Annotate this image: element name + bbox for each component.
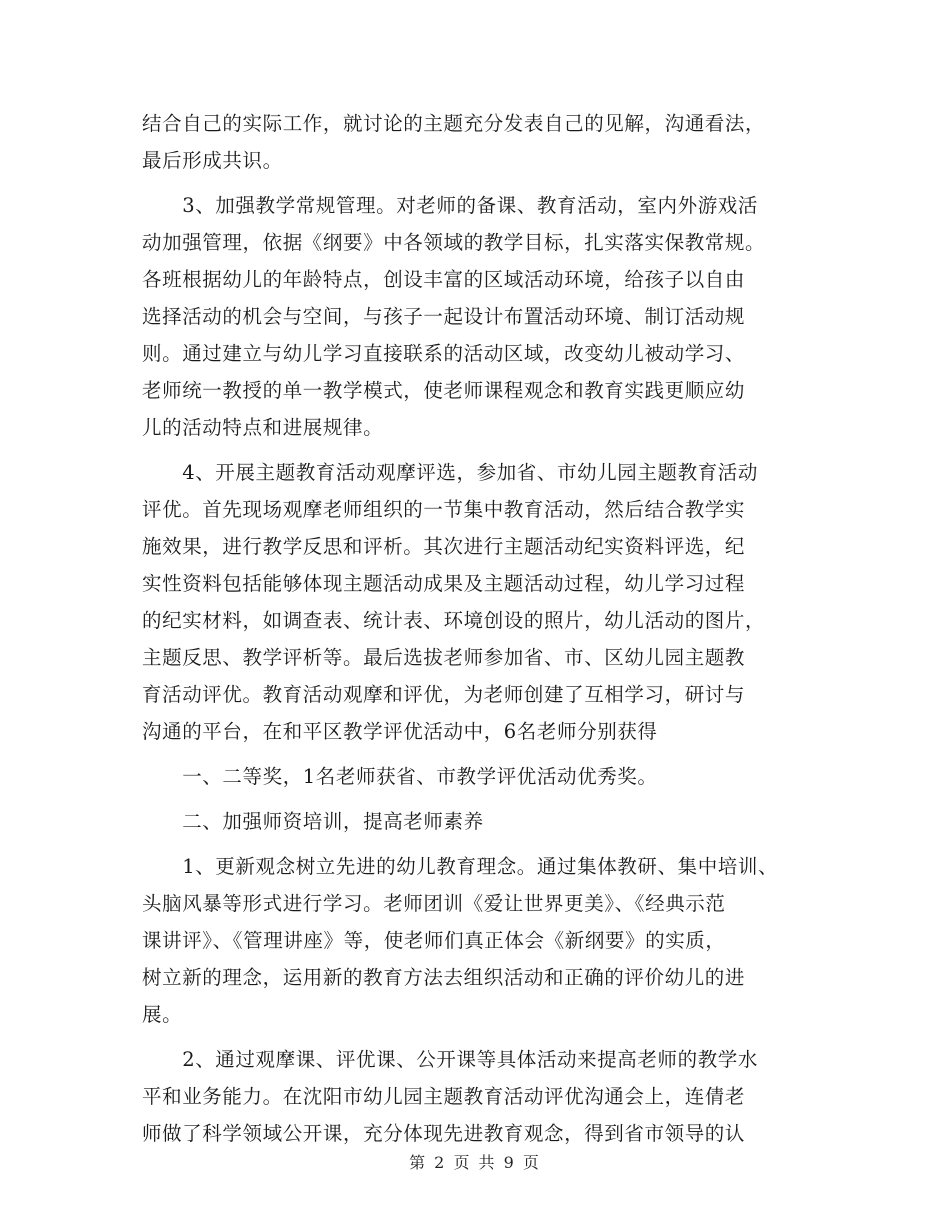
text-line: 2、通过观摩课、评优课、公开课等具体活动来提高老师的教学水 (142, 1048, 759, 1071)
text-line: 3、加强教学常规管理。对老师的备课、教育活动，室内外游戏活 (142, 194, 759, 217)
text-line: 课讲评》、《管理讲座》等，使老师们真正体会《新纲要》的实质， (142, 929, 726, 952)
text-line: 实性资料包括能够体现主题活动成果及主题活动过程，幼儿学习过程 (142, 572, 746, 595)
text-line: 4、开展主题教育活动观摩评选，参加省、市幼儿园主题教育活动 (142, 461, 759, 484)
text-line: 师做了科学领域公开课，充分体现先进教育观念，得到省市领导的认 (142, 1122, 746, 1145)
text-line: 施效果，进行教学反思和评析。其次进行主题活动纪实资料评选，纪 (142, 535, 746, 558)
text-line: 主题反思、教学评析等。最后选拔老师参加省、市、区幼儿园主题教 (142, 646, 746, 669)
text-line: 1、更新观念树立先进的幼儿教育理念。通过集体教研、集中培训、 (142, 855, 779, 878)
text-line: 二、加强师资培训，提高老师素养 (142, 810, 484, 833)
text-line: 选择活动的机会与空间，与孩子一起设计布置活动环境、制订活动规 (142, 305, 746, 328)
text-line: 平和业务能力。在沈阳市幼儿园主题教育活动评优沟通会上，连倩老 (142, 1085, 746, 1108)
text-line: 头脑风暴等形式进行学习。老师团训《爱让世界更美》、《经典示范 (142, 892, 726, 915)
text-line: 老师统一教授的单一教学模式，使老师课程观念和教育实践更顺应幼 (142, 379, 746, 402)
text-line: 儿的活动特点和进展规律。 (142, 416, 384, 439)
text-line: 最后形成共识。 (142, 149, 283, 172)
text-line: 评优。首先现场观摩老师组织的一节集中教育活动，然后结合教学实 (142, 498, 746, 521)
page-number-footer: 第 2 页 共 9 页 (409, 1153, 541, 1172)
text-line: 育活动评优。教育活动观摩和评优，为老师创建了互相学习，研讨与 (142, 683, 746, 706)
text-line: 结合自己的实际工作，就讨论的主题充分发表自己的见解，沟通看法， (142, 112, 766, 135)
text-line: 动加强管理，依据《纲要》中各领域的教学目标，扎实落实保教常规。 (142, 231, 766, 254)
text-line: 一、二等奖，1名老师获省、市教学评优活动优秀奖。 (142, 765, 658, 788)
text-line: 沟通的平台，在和平区教学评优活动中，6名老师分别获得 (142, 720, 658, 743)
text-line: 展。 (142, 1003, 183, 1026)
text-line: 各班根据幼儿的年龄特点，创设丰富的区域活动环境，给孩子以自由 (142, 268, 746, 291)
text-line: 则。通过建立与幼儿学习直接联系的活动区域，改变幼儿被动学习、 (142, 342, 746, 365)
text-line: 树立新的理念，运用新的教育方法去组织活动和正确的评价幼儿的进 (142, 966, 746, 989)
text-line: 的纪实材料，如调查表、统计表、环境创设的照片，幼儿活动的图片， (142, 609, 766, 632)
